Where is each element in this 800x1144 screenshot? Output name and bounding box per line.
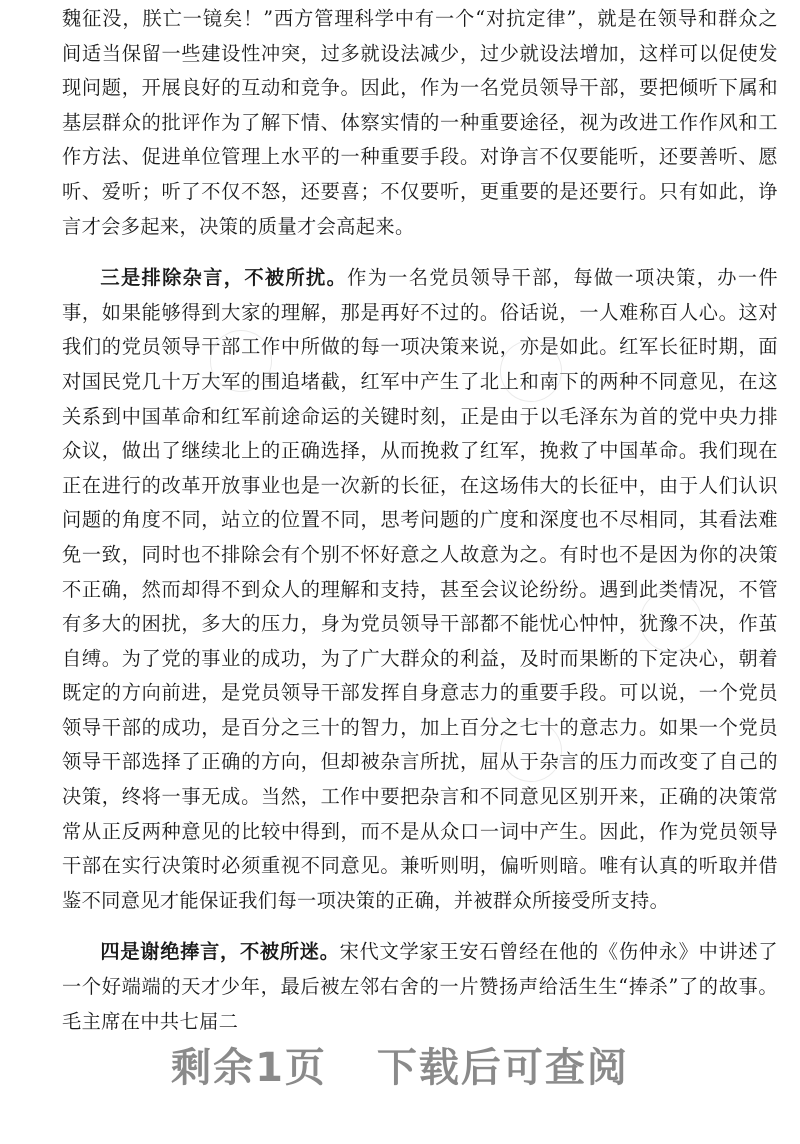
document-body [62,2,778,1039]
paragraph-3-text: 宋代文学家王安石曾经在他的《伤仲永》中讲述了一个好端端的天才少年，最后被左邻右舍的一片赞扬声给活生生“捧杀”了的故事。毛主席在中共七届二 [62,940,778,1033]
paragraph-2 [62,261,778,918]
remaining-pages-label: 剩余1页 [171,1045,327,1091]
paragraph-1 [62,2,778,244]
download-prompt-banner[interactable] [0,1040,800,1096]
paragraph-2-lead: 三是排除杂言，不被所扰。 [100,266,348,290]
paragraph-3 [62,935,778,1039]
paragraph-2-text: 作为一名党员领导干部，每做一项决策，办一件事，如果能够得到大家的理解，那是再好不过的。俗话说，一人难称百人心。这对我们的党员领导干部工作中所做的每一项决策来说，亦是如此。红军长征时期，面对国民党几十万大军的围追堵截，红军中产生了北上和南下的两种不同意见，在这关系到中国革命和红军前途命运的关键时刻，正是由于以毛泽东为首的党中央力排众议，做出了继续北上的正确选择，从而挽救了红军，挽救了中国革命。我们现在正在进行的改革开放事业也是一次新的长征，在这场伟大的长征中，由于人们认识问题的角度不同，站立的位置不同，思考问题的广度和深度也不尽相同，其看法难免一致，同时也不排除会有个别不怀好意之人故意为之。有时也不是因为你的决策不正确，然而却得不到众人的理解和支持，甚至会议论纷纷。遇到此类情况，不管有多大的困扰，多大的压力，身为党员领导干部都不能忧心忡忡，犹豫不决，作茧自缚。为了党的事业的成功，为了广大群众的利益，及时而果断的下定决心，朝着既定的方向前进，是党员领导干部发挥自身意志力的重要手段。可以说，一个党员领导干部的成功，是百分之三十的智力，加上百分之七十的意志力。如果一个党员领导干部选择了正确的方向，但却被杂言所扰，屈从于杂言的压力而改变了自己的决策，终将一事无成。当然，工作中要把杂言和不同意见区别开来，正确的决策常常从正反两种意见的比较中得到，而不是从众口一词中产生。因此，作为党员领导干部在实行决策时必须重视不同意见。兼听则明，偏听则暗。唯有认真的听取并借鉴不同意见才能保证我们每一项决策的正确，并被群众所接受所支持。 [62,266,778,912]
paragraph-1-text: 魏征没，朕亡一镜矣！”西方管理科学中有一个“对抗定律”，就是在领导和群众之间适当保留一些建设性冲突，过多就设法减少，过少就设法增加，这样可以促使发现问题，开展良好的互动和竞争。因此，作为一名党员领导干部，要把倾听下属和基层群众的批评作为了解下情、体察实情的一种重要途径，视为改进工作作风和工作方法、促进单位管理上水平的一种重要手段。对诤言不仅要能听，还要善听、愿听、爱听；听了不仅不怒，还要喜；不仅要听，更重要的是还要行。只有如此，诤言才会多起来，决策的质量才会高起来。 [62,7,778,238]
download-to-view-label: 下载后可查阅 [376,1045,629,1091]
paragraph-3-lead: 四是谢绝捧言，不被所迷。 [100,940,340,964]
